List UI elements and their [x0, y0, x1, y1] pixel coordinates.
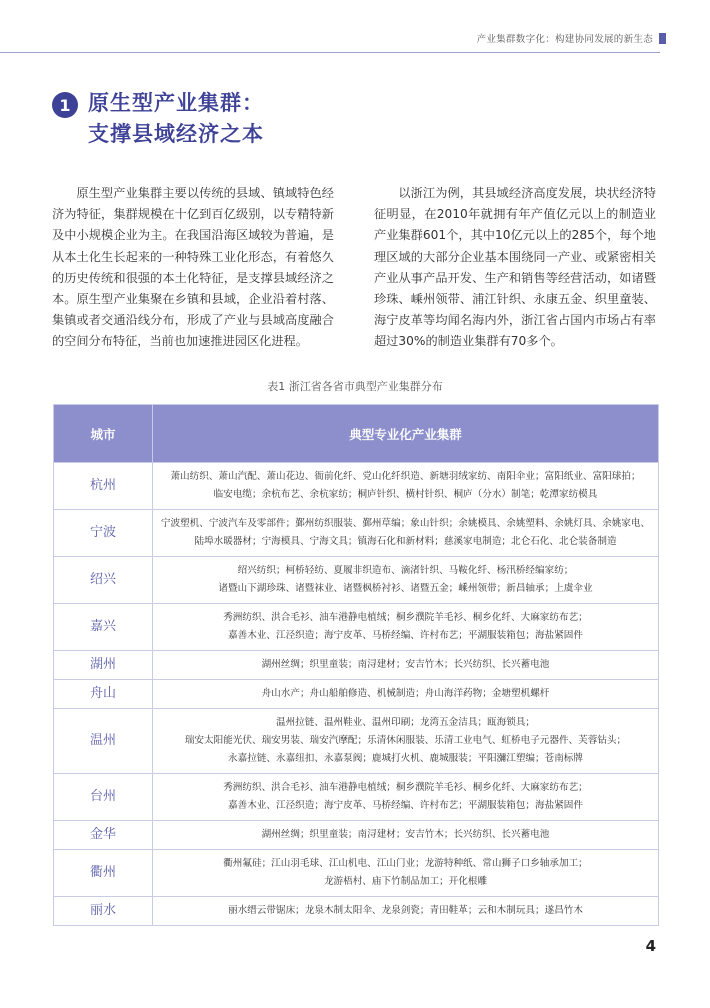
left-paragraph: 原生型产业集群主要以传统的县域、镇域特色经济为特征，集群规模在十亿到百亿级别，以专精特新及中小规模企业为主。在我国沿海区域较为普遍，是从本土化生长起来的一种特殊工业化形态，有着悠久的历史传统和很强的本土化特征，是支撑县域经济之本。原生型产业集聚在乡镇和县域，企业沿着村落、集镇或者交通沿线分布，形成了产业与县域高度融合的空间分布特征，当前也加速推进园区化进程。 — [52, 186, 334, 349]
table-row — [54, 651, 659, 680]
clusters-cell — [153, 774, 659, 821]
city-cell: 台州 — [54, 774, 153, 821]
clusters-cell — [153, 651, 659, 680]
table-row — [54, 604, 659, 651]
city-cell: 衢州 — [54, 850, 153, 897]
section-heading — [52, 88, 264, 150]
city-cell: 金华 — [54, 821, 153, 850]
cluster-line: 温州拉链、温州鞋业、温州印刷；龙湾五金洁具；瓯海锁具； — [275, 717, 536, 728]
cluster-line: 陆埠水暖器材；宁海模具、宁海文具；镇海石化和新材料；慈溪家电制造；北仑石化、北仑装备制造 — [194, 536, 617, 547]
clusters-cell — [153, 680, 659, 709]
cluster-line: 瑞安太阳能光伏、瑞安男装、瑞安汽摩配；乐清休闲服装、乐清工业电气、虹桥电子元器件、芙蓉钻头； — [184, 735, 627, 746]
cluster-line: 舟山水产；舟山船舶修造、机械制造；舟山海洋药物；金塘塑机螺杆 — [261, 688, 550, 699]
city-cell: 宁波 — [54, 510, 153, 557]
table-row — [54, 510, 659, 557]
cluster-line: 丽水缙云带锯床；龙泉木制太阳伞、龙泉剑瓷；青田鞋革；云和木制玩具；遂昌竹木 — [228, 905, 583, 916]
cluster-line: 龙游梧村、庙下竹制品加工；开化根雕 — [323, 876, 488, 887]
body-text-columns — [52, 183, 656, 353]
clusters-cell — [153, 897, 659, 926]
running-header — [477, 30, 666, 46]
table-header-row — [54, 405, 659, 463]
cluster-line: 秀洲纺织、洪合毛衫、油车港静电植绒；桐乡濮院羊毛衫、桐乡化纤、大麻家纺布艺； — [223, 782, 588, 793]
section-title-line2: 支撑县域经济之本 — [88, 122, 264, 146]
header-clusters: 典型专业化产业集群 — [153, 405, 659, 463]
city-cell: 杭州 — [54, 463, 153, 510]
table-row — [54, 821, 659, 850]
city-cell: 绍兴 — [54, 557, 153, 604]
clusters-cell — [153, 709, 659, 774]
cluster-line: 永嘉拉链、永嘉纽扣、永嘉泵阀；鹿城打火机、鹿城服装；平阳瀰江塑编；苍南标牌 — [228, 753, 583, 764]
clusters-cell — [153, 604, 659, 651]
running-header-title: 产业集群数字化：构建协同发展的新生态 — [476, 34, 653, 45]
header-city: 城市 — [54, 405, 153, 463]
table-row — [54, 709, 659, 774]
table-row — [54, 850, 659, 897]
cluster-line: 嘉善木业、江泾织造；海宁皮革、马桥经编、许村布艺；平湖服装箱包；海盐紧固件 — [228, 630, 583, 641]
right-paragraph: 以浙江为例，其县域经济高度发展，块状经济特征明显，在2010年就拥有年产值亿元以上的制造业产业集群601个，其中10亿元以上的285个，每个地理区域的大部分企业基本围绕同一产业、或紧密相关产业从事产品开发、生产和销售等经营活动，如诸暨珍珠、嵊州领带、浦江针织、永康五金、织里童装、海宁皮革等均闻名海内外，浙江省占国内市场占有率超过30%的制造业集群有70多个。 — [374, 186, 656, 349]
header-marker — [659, 33, 666, 44]
table-row — [54, 557, 659, 604]
cluster-line: 秀洲纺织、洪合毛衫、油车港静电植绒；桐乡濮院羊毛衫、桐乡化纤、大麻家纺布艺； — [223, 612, 588, 623]
cluster-line: 衢州氟硅；江山羽毛球、江山机电、江山门业；龙游特种纸、常山狮子口乡轴承加工； — [223, 858, 588, 869]
cluster-line: 湖州丝绸；织里童装；南浔建材；安吉竹木；长兴纺织、长兴蓄电池 — [261, 659, 550, 670]
header-rule — [0, 52, 660, 53]
city-cell: 嘉兴 — [54, 604, 153, 651]
city-cell: 丽水 — [54, 897, 153, 926]
table-row — [54, 774, 659, 821]
clusters-cell — [153, 463, 659, 510]
clusters-cell — [153, 850, 659, 897]
clusters-cell — [153, 821, 659, 850]
cluster-line: 临安电缆；余杭布艺、余杭家纺；桐庐针织、横村针织、桐庐（分水）制笔；乾潭家纺模具 — [213, 489, 598, 500]
cluster-line: 萧山纺织、萧山汽配、萧山花边、衙前化纤、党山化纤织造、新塘羽绒家纺、南阳伞业；富阳纸业、富阳球拍； — [170, 471, 641, 482]
city-cell: 舟山 — [54, 680, 153, 709]
industry-cluster-table — [53, 404, 659, 926]
section-number-badge: 1 — [52, 92, 78, 118]
table-row — [54, 463, 659, 510]
page-number: 4 — [645, 937, 656, 955]
clusters-cell — [153, 510, 659, 557]
city-cell: 温州 — [54, 709, 153, 774]
clusters-cell — [153, 557, 659, 604]
cluster-line: 绍兴纺织；柯桥轻纺、夏履非织造布、滴渚针织、马鞍化纤、杨汛桥经编家纺； — [237, 565, 574, 576]
table-caption: 表1 浙江省各省市典型产业集群分布 — [267, 380, 443, 393]
cluster-line: 嘉善木业、江泾织造；海宁皮革、马桥经编、许村布艺；平湖服装箱包；海盐紧固件 — [228, 800, 583, 811]
cluster-line: 宁波塑机、宁波汽车及零部件；鄞州纺织服装、鄞州草编；象山针织；余姚模具、余姚塑料、余姚灯具、余姚家电、 — [160, 518, 651, 529]
cluster-line: 湖州丝绸；织里童装；南浔建材；安吉竹木；长兴纺织、长兴蓄电池 — [261, 829, 550, 840]
table-row — [54, 897, 659, 926]
cluster-line: 诸暨山下湖珍珠、诸暨袜业、诸暨枫桥衬衫、诸暨五金；嵊州领带；新昌轴承；上虞伞业 — [218, 583, 593, 594]
table-row — [54, 680, 659, 709]
section-title-line1: 原生型产业集群： — [88, 91, 264, 115]
city-cell: 湖州 — [54, 651, 153, 680]
